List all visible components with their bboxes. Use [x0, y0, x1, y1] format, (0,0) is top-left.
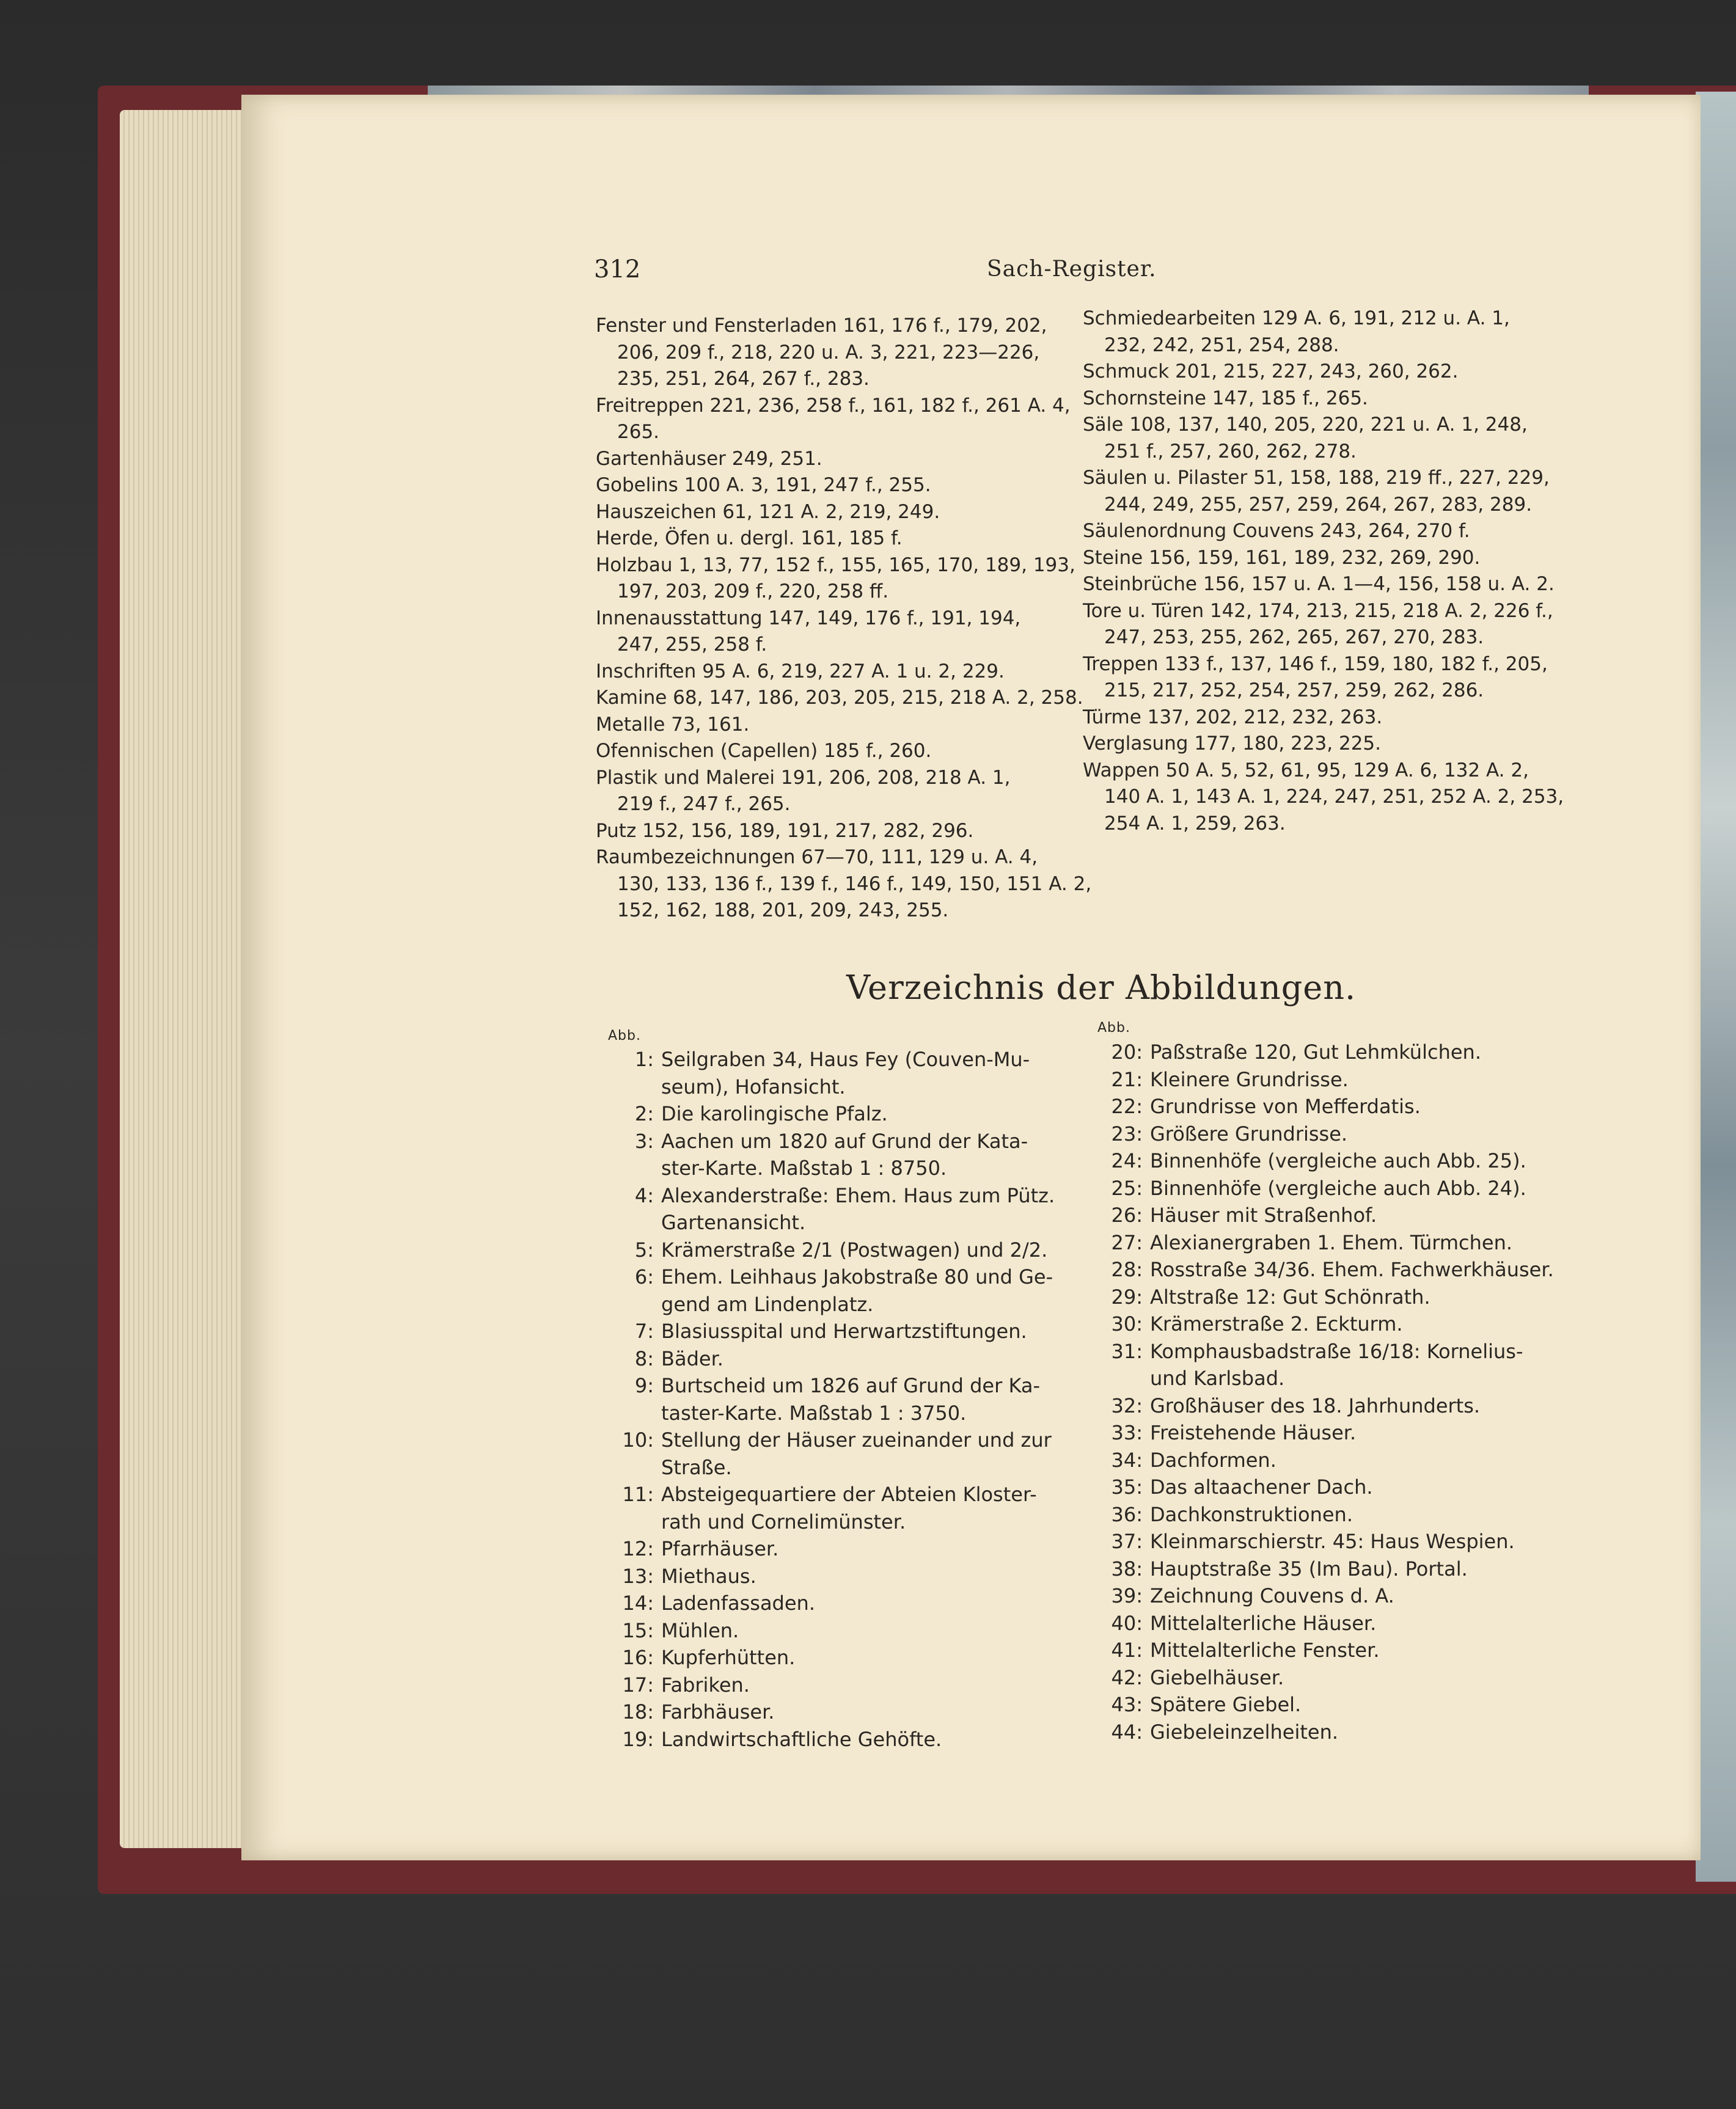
- figure-entry: [1085, 1610, 1573, 1637]
- figure-title: [661, 1237, 1047, 1264]
- register-entry-line: Putz 152, 156, 189, 191, 217, 282, 296.: [596, 819, 974, 842]
- figure-title: [661, 1182, 1055, 1237]
- figure-number: 3:: [634, 1129, 654, 1153]
- register-entry-line: Innenausstattung 147, 149, 176 f., 191, 194,: [596, 607, 1021, 629]
- register-entry: [1083, 412, 1559, 465]
- figure-title-line: Rosstraße 34/36. Ehem. Fachwerkhäuser.: [1150, 1258, 1554, 1281]
- register-entry: [1083, 545, 1559, 572]
- register-entry: [1083, 359, 1559, 386]
- figure-number: 37:: [1111, 1530, 1143, 1553]
- figure-title: [1150, 1338, 1523, 1392]
- figure-title-line: Kleinmarschierstr. 45: Haus Wespien.: [1150, 1530, 1515, 1553]
- register-entry-line: Steine 156, 159, 161, 189, 232, 269, 290.: [1083, 546, 1481, 569]
- figure-title-line: Absteigequartiere der Abteien Kloster-: [661, 1483, 1037, 1506]
- figure-number: 8:: [634, 1347, 654, 1370]
- figure-list-right: [1085, 1039, 1573, 1745]
- register-entry-line: Freitreppen 221, 236, 258 f., 161, 182 f., 261 A. 4,: [596, 394, 1071, 417]
- figure-entry: [596, 1481, 1085, 1535]
- figure-number: 19:: [622, 1727, 654, 1751]
- figure-title-line: Komphausbadstraße 16/18: Kornelius-: [1150, 1339, 1523, 1363]
- figure-number: 22:: [1111, 1095, 1143, 1118]
- figure-number: 30:: [1111, 1312, 1143, 1336]
- figure-title-line: Stellung der Häuser zueinander und zur: [661, 1428, 1052, 1452]
- register-entry: [596, 552, 1075, 605]
- figure-title-line: Bäder.: [661, 1347, 723, 1370]
- figure-title-line: Ladenfassaden.: [661, 1592, 815, 1615]
- register-entry-line: Steinbrüche 156, 157 u. A. 1—4, 156, 158 u. A. 2.: [1083, 573, 1555, 595]
- figure-title: [1150, 1284, 1430, 1311]
- register-entry-line: Schmiedearbeiten 129 A. 6, 191, 212 u. A. 1,: [1083, 307, 1510, 329]
- figure-title: [1150, 1066, 1349, 1094]
- figure-title: [1150, 1447, 1276, 1474]
- figure-entry: [596, 1427, 1085, 1481]
- figure-title: [1150, 1637, 1380, 1664]
- figure-title: [1150, 1582, 1394, 1610]
- figure-title-line: Landwirtschaftliche Gehöfte.: [661, 1727, 942, 1751]
- register-entry: [1083, 571, 1559, 598]
- figure-title-line: Miethaus.: [661, 1564, 756, 1588]
- figure-title-line: Giebelhäuser.: [1150, 1665, 1284, 1689]
- figure-entry: [1085, 1284, 1573, 1311]
- figure-number: 12:: [622, 1537, 654, 1560]
- figure-title-line: Ehem. Leihhaus Jakobstraße 80 und Ge-: [661, 1265, 1053, 1288]
- figure-list-left: [596, 1046, 1085, 1753]
- figure-entry: [1085, 1310, 1573, 1338]
- register-entry-line: Holzbau 1, 13, 77, 152 f., 155, 165, 170, 189, 193,: [596, 554, 1075, 576]
- figure-entry: [1085, 1419, 1573, 1447]
- register-entry: [1083, 651, 1559, 704]
- marbled-edge: [1696, 92, 1736, 1882]
- figure-title: [1150, 1610, 1376, 1637]
- register-entry-line: Treppen 133 f., 137, 146 f., 159, 180, 182 f., 205,: [1083, 652, 1548, 675]
- figure-title: [661, 1345, 723, 1373]
- figure-number: 6:: [634, 1265, 654, 1288]
- figure-title-line: Blasiusspital und Herwartzstiftungen.: [661, 1320, 1027, 1343]
- figure-title-line: Großhäuser des 18. Jahrhunderts.: [1150, 1394, 1481, 1417]
- figure-title-line: Dachkonstruktionen.: [1150, 1502, 1353, 1526]
- figure-number: 42:: [1111, 1665, 1143, 1689]
- register-entry-line: Wappen 50 A. 5, 52, 61, 95, 129 A. 6, 132 A. 2,: [1083, 759, 1529, 781]
- register-entry: [596, 765, 1072, 818]
- figure-number: 32:: [1111, 1394, 1143, 1417]
- register-entry-line: Hauszeichen 61, 121 A. 2, 219, 249.: [596, 500, 940, 523]
- abb-label: Abb.: [1097, 1020, 1130, 1036]
- abb-label: Abb.: [608, 1028, 641, 1044]
- register-entry-line: Herde, Öfen u. dergl. 161, 185 f.: [596, 527, 903, 549]
- register-entry-line: Säle 108, 137, 140, 205, 220, 221 u. A. 1, 248,: [1083, 414, 1528, 436]
- figure-title-line: und Karlsbad.: [1150, 1367, 1285, 1390]
- register-entry-line: Türme 137, 202, 212, 232, 263.: [1083, 706, 1383, 728]
- figure-number: 9:: [634, 1374, 654, 1397]
- register-entry: [596, 313, 1072, 393]
- figure-title: [1150, 1719, 1338, 1746]
- figure-entry: [1085, 1147, 1573, 1175]
- figure-number: 36:: [1111, 1502, 1143, 1526]
- register-entry: [596, 738, 1072, 765]
- register-entry: [596, 525, 1072, 552]
- register-entry-line: Kamine 68, 147, 186, 203, 205, 215, 218 A. 2, 258.: [596, 687, 1083, 709]
- register-entry-line: Tore u. Türen 142, 174, 213, 215, 218 A. 2, 226 f.,: [1083, 599, 1553, 622]
- figure-entry: [596, 1100, 1085, 1128]
- figure-entry: [1085, 1229, 1573, 1257]
- figure-title: [661, 1046, 1030, 1100]
- figure-title-line: Freistehende Häuser.: [1150, 1421, 1357, 1444]
- figure-entry: [596, 1046, 1085, 1100]
- register-column-left: [596, 313, 1092, 924]
- figure-title: [661, 1427, 1052, 1481]
- figure-entry: [1085, 1338, 1573, 1392]
- figure-title: [1150, 1147, 1526, 1175]
- figure-entry: [1085, 1474, 1573, 1501]
- register-entry-line: 251 f., 257, 260, 262, 278.: [1104, 440, 1357, 462]
- figure-number: 23:: [1111, 1122, 1143, 1146]
- figure-entry: [596, 1372, 1085, 1427]
- figure-title: [1150, 1392, 1480, 1420]
- figure-title-line: Pfarrhäuser.: [661, 1537, 779, 1560]
- figure-number: 1:: [634, 1048, 654, 1071]
- figure-title-line: taster-Karte. Maßstab 1 : 3750.: [661, 1401, 967, 1425]
- figure-entry: [596, 1318, 1085, 1345]
- figure-title-line: Burtscheid um 1826 auf Grund der Ka-: [661, 1374, 1041, 1397]
- figure-title: [661, 1590, 815, 1617]
- figure-number: 7:: [634, 1320, 654, 1343]
- figure-number: 24:: [1111, 1149, 1143, 1172]
- figure-entry: [1085, 1392, 1573, 1420]
- figure-entry: [596, 1345, 1085, 1373]
- figure-entry: [1085, 1555, 1573, 1583]
- figure-title-line: Dachformen.: [1150, 1448, 1276, 1472]
- register-entry: [1083, 305, 1559, 359]
- figure-entry: [1085, 1202, 1573, 1229]
- figure-entry: [1085, 1066, 1573, 1094]
- figure-title: [1150, 1691, 1301, 1719]
- figure-number: 34:: [1111, 1448, 1143, 1472]
- figure-title: [1150, 1501, 1353, 1529]
- figure-entry: [1085, 1447, 1573, 1474]
- figure-title: [661, 1644, 795, 1672]
- register-entry-line: 206, 209 f., 218, 220 u. A. 3, 221, 223—226,: [617, 341, 1040, 364]
- register-entry: [596, 685, 1083, 712]
- register-entry: [596, 446, 1072, 473]
- register-entry-line: 235, 251, 264, 267 f., 283.: [617, 368, 870, 390]
- figure-entry: [1085, 1691, 1573, 1719]
- register-entry-line: Metalle 73, 161.: [596, 713, 750, 736]
- figure-title-line: gend am Lindenplatz.: [661, 1292, 874, 1316]
- figure-entry: [596, 1590, 1085, 1617]
- figure-title-line: Größere Grundrisse.: [1150, 1122, 1348, 1146]
- register-entry-line: 265.: [617, 421, 660, 443]
- figure-number: 5:: [634, 1238, 654, 1262]
- figure-title: [661, 1698, 774, 1726]
- figure-title-line: Mühlen.: [661, 1618, 739, 1642]
- figure-number: 27:: [1111, 1230, 1143, 1254]
- figure-title-line: Die karolingische Pfalz.: [661, 1102, 888, 1125]
- figure-number: 40:: [1111, 1611, 1143, 1635]
- figure-title-line: Binnenhöfe (vergleiche auch Abb. 25).: [1150, 1149, 1526, 1172]
- register-entry-line: 130, 133, 136 f., 139 f., 146 f., 149, 150, 151 A. 2,: [617, 872, 1092, 895]
- register-entry-line: Schmuck 201, 215, 227, 243, 260, 262.: [1083, 360, 1459, 382]
- figure-number: 25:: [1111, 1176, 1143, 1200]
- figure-title-line: Paßstraße 120, Gut Lehmkülchen.: [1150, 1040, 1481, 1064]
- register-entry: [1083, 465, 1559, 518]
- register-entry-line: Säulen u. Pilaster 51, 158, 188, 219 ff., 227, 229,: [1083, 467, 1550, 489]
- figure-number: 35:: [1111, 1475, 1143, 1499]
- figure-title-line: Seilgraben 34, Haus Fey (Couven-Mu-: [661, 1048, 1030, 1071]
- register-entry-line: Gobelins 100 A. 3, 191, 247 f., 255.: [596, 474, 931, 496]
- figure-title: [1150, 1528, 1515, 1555]
- figure-title-line: Krämerstraße 2/1 (Postwagen) und 2/2.: [661, 1238, 1048, 1262]
- figure-title: [661, 1672, 750, 1699]
- figure-title-line: Aachen um 1820 auf Grund der Kata-: [661, 1129, 1028, 1153]
- figure-title: [661, 1617, 739, 1645]
- figure-title: [1150, 1229, 1512, 1257]
- register-entry-line: 219 f., 247 f., 265.: [617, 793, 791, 815]
- figure-title: [661, 1128, 1028, 1182]
- figure-number: 41:: [1111, 1639, 1143, 1662]
- figure-number: 10:: [622, 1428, 654, 1452]
- figure-title-line: Fabriken.: [661, 1673, 750, 1697]
- figure-entry: [596, 1237, 1085, 1264]
- figure-number: 38:: [1111, 1557, 1143, 1581]
- figure-title: [1150, 1202, 1377, 1229]
- figure-entry: [596, 1726, 1085, 1753]
- register-entry-line: 247, 253, 255, 262, 265, 267, 270, 283.: [1104, 626, 1484, 648]
- figure-title-line: Straße.: [661, 1455, 732, 1479]
- figure-number: 43:: [1111, 1693, 1143, 1716]
- figure-entry: [596, 1263, 1085, 1318]
- register-entry-line: Raumbezeichnungen 67—70, 111, 129 u. A. 4,: [596, 846, 1038, 868]
- figure-number: 31:: [1111, 1339, 1143, 1363]
- figure-title-line: Häuser mit Straßenhof.: [1150, 1204, 1377, 1227]
- figure-title: [661, 1263, 1053, 1318]
- figure-entry: [596, 1672, 1085, 1699]
- register-entry-line: Säulenordnung Couvens 243, 264, 270 f.: [1083, 520, 1470, 542]
- register-entry-line: 152, 162, 188, 201, 209, 243, 255.: [617, 899, 949, 921]
- figure-entry: [1085, 1256, 1573, 1284]
- figure-number: 18:: [622, 1700, 654, 1723]
- figure-entry: [596, 1182, 1085, 1237]
- figure-number: 29:: [1111, 1285, 1143, 1309]
- figure-number: 33:: [1111, 1421, 1143, 1444]
- register-entry: [1083, 598, 1559, 651]
- figure-number: 20:: [1111, 1040, 1143, 1064]
- register-entry-line: 247, 255, 258 f.: [617, 634, 767, 656]
- figure-title-line: Farbhäuser.: [661, 1700, 775, 1723]
- figure-number: 26:: [1111, 1204, 1143, 1227]
- figures-heading: Verzeichnis der Abbildungen.: [846, 968, 1357, 1007]
- figure-title: [661, 1563, 756, 1590]
- figure-entry: [1085, 1501, 1573, 1529]
- figure-title: [1150, 1120, 1347, 1148]
- register-entry-line: Gartenhäuser 249, 251.: [596, 447, 822, 470]
- figure-number: 13:: [622, 1564, 654, 1588]
- figure-title: [1150, 1419, 1356, 1447]
- figure-title-line: Hauptstraße 35 (Im Bau). Portal.: [1150, 1557, 1468, 1581]
- register-entry: [1083, 704, 1559, 731]
- register-entry: [1083, 758, 1564, 838]
- figure-title-line: Gartenansicht.: [661, 1211, 806, 1234]
- figure-title-line: Kupferhütten.: [661, 1646, 796, 1669]
- figure-title-line: Giebeleinzelheiten.: [1150, 1720, 1339, 1744]
- register-entry-line: 232, 242, 251, 254, 288.: [1104, 334, 1339, 356]
- figure-title-line: Mittelalterliche Häuser.: [1150, 1611, 1377, 1635]
- figure-title: [1150, 1093, 1421, 1120]
- register-entry-line: Fenster und Fensterladen 161, 176 f., 179, 202,: [596, 315, 1047, 337]
- register-entry: [1083, 731, 1559, 758]
- figure-entry: [596, 1535, 1085, 1563]
- figure-entry: [1085, 1582, 1573, 1610]
- register-entry-line: Verglasung 177, 180, 223, 225.: [1083, 733, 1381, 755]
- figure-title-line: Kleinere Grundrisse.: [1150, 1067, 1349, 1091]
- register-entry: [596, 659, 1072, 685]
- figure-title-line: Krämerstraße 2. Eckturm.: [1150, 1312, 1403, 1336]
- figure-title: [661, 1481, 1037, 1535]
- figure-number: 11:: [622, 1483, 654, 1506]
- figure-title: [1150, 1039, 1481, 1066]
- figure-title-line: rath und Cornelimünster.: [661, 1510, 906, 1533]
- figure-title: [661, 1535, 778, 1563]
- figure-entry: [1085, 1120, 1573, 1148]
- register-entry: [596, 393, 1072, 446]
- figure-title-line: Alexanderstraße: Ehem. Haus zum Pütz.: [661, 1183, 1055, 1207]
- figure-number: 28:: [1111, 1258, 1143, 1281]
- figure-entry: [596, 1128, 1085, 1182]
- figure-title: [661, 1318, 1027, 1345]
- register-entry-line: 197, 203, 209 f., 220, 258 ff.: [617, 580, 889, 602]
- figure-title-line: Grundrisse von Mefferdatis.: [1150, 1095, 1421, 1118]
- figure-number: 14:: [622, 1592, 654, 1615]
- register-entry: [596, 712, 1072, 739]
- figure-entry: [1085, 1637, 1573, 1664]
- figure-title-line: Mittelalterliche Fenster.: [1150, 1639, 1380, 1662]
- figure-title-line: seum), Hofansicht.: [661, 1075, 846, 1098]
- figure-title-line: Alexianergraben 1. Ehem. Türmchen.: [1150, 1230, 1513, 1254]
- figure-entry: [596, 1644, 1085, 1672]
- figure-title: [661, 1726, 942, 1753]
- figure-title: [1150, 1555, 1468, 1583]
- figure-title: [1150, 1256, 1554, 1284]
- figure-number: 39:: [1111, 1584, 1143, 1607]
- register-entry-line: Schornsteine 147, 185 f., 265.: [1083, 387, 1368, 409]
- figure-title: [661, 1100, 888, 1128]
- figure-title-line: Das altaachener Dach.: [1150, 1475, 1373, 1499]
- register-entry-line: 215, 217, 252, 254, 257, 259, 262, 286.: [1104, 679, 1484, 701]
- figure-entry: [1085, 1039, 1573, 1066]
- page-edges: [120, 110, 254, 1848]
- figure-title-line: Altstraße 12: Gut Schönrath.: [1150, 1285, 1430, 1309]
- figure-number: 2:: [634, 1102, 654, 1125]
- figure-entry: [1085, 1528, 1573, 1555]
- figure-title: [1150, 1664, 1284, 1692]
- register-entry-line: Ofennischen (Capellen) 185 f., 260.: [596, 740, 932, 762]
- figure-entry: [1085, 1093, 1573, 1120]
- figure-number: 4:: [634, 1183, 654, 1207]
- register-entry: [1083, 518, 1559, 545]
- figure-entry: [1085, 1719, 1573, 1746]
- figure-number: 16:: [622, 1646, 654, 1669]
- figure-title-line: ster-Karte. Maßstab 1 : 8750.: [661, 1157, 947, 1180]
- register-entry-line: 244, 249, 255, 257, 259, 264, 267, 283, 289.: [1104, 493, 1533, 516]
- figure-entry: [596, 1563, 1085, 1590]
- register-entry-line: Plastik und Malerei 191, 206, 208, 218 A. 1,: [596, 766, 1011, 789]
- page-number: 312: [594, 255, 641, 283]
- figure-title: [661, 1372, 1040, 1427]
- register-column-right: [1083, 305, 1564, 837]
- register-entry-line: 140 A. 1, 143 A. 1, 224, 247, 251, 252 A. 2, 253,: [1104, 786, 1564, 808]
- figure-entry: [1085, 1175, 1573, 1202]
- register-entry-line: 254 A. 1, 259, 263.: [1104, 812, 1286, 835]
- figure-number: 21:: [1111, 1067, 1143, 1091]
- figure-title-line: Binnenhöfe (vergleiche auch Abb. 24).: [1150, 1176, 1526, 1200]
- register-entry: [1083, 386, 1559, 412]
- figure-title: [1150, 1474, 1373, 1501]
- register-entry: [596, 472, 1072, 499]
- figure-title-line: Spätere Giebel.: [1150, 1693, 1302, 1716]
- figure-number: 44:: [1111, 1720, 1143, 1744]
- figure-title-line: Zeichnung Couvens d. A.: [1150, 1584, 1394, 1607]
- figure-title: [1150, 1310, 1403, 1338]
- figure-number: 15:: [622, 1618, 654, 1642]
- register-entry: [596, 605, 1072, 659]
- figure-title: [1150, 1175, 1526, 1202]
- figure-entry: [596, 1698, 1085, 1726]
- figure-entry: [1085, 1664, 1573, 1692]
- figure-number: 17:: [622, 1673, 654, 1697]
- register-entry: [596, 818, 1072, 845]
- figure-entry: [596, 1617, 1085, 1645]
- register-entry-line: Inschriften 95 A. 6, 219, 227 A. 1 u. 2, 229.: [596, 660, 1005, 682]
- running-title: Sach-Register.: [987, 257, 1157, 282]
- register-entry: [596, 844, 1092, 924]
- register-entry: [596, 499, 1072, 526]
